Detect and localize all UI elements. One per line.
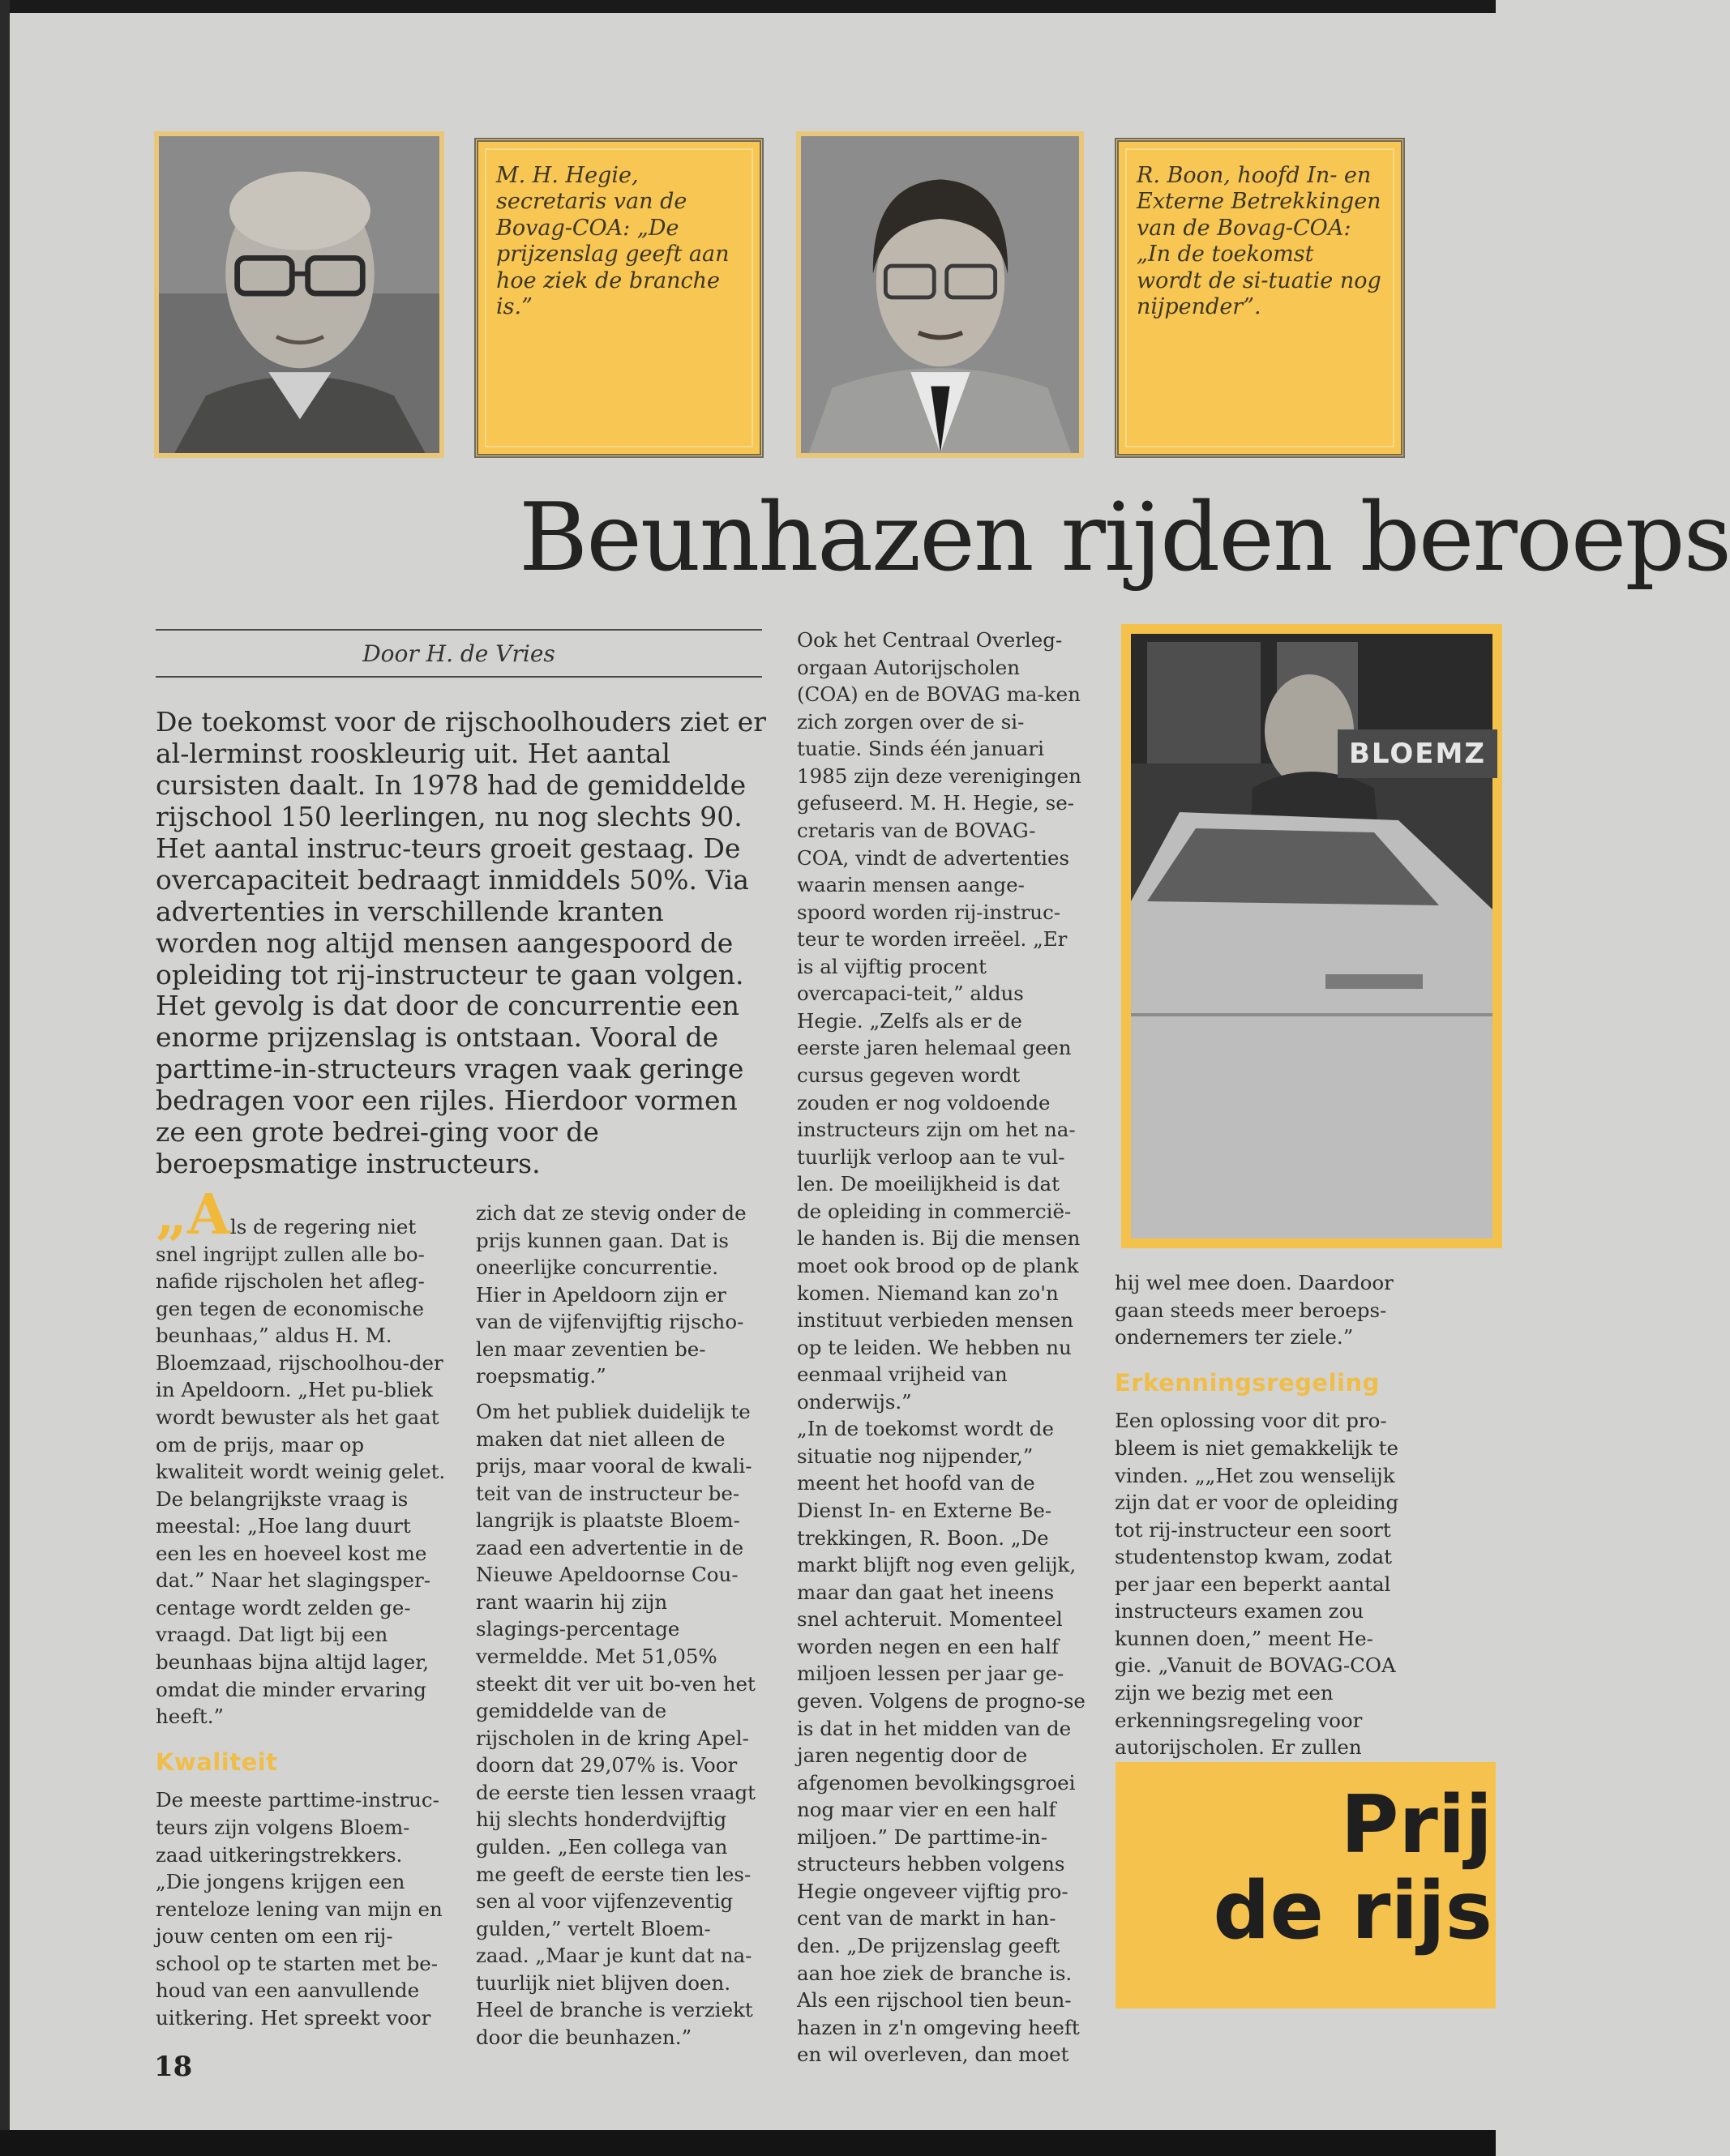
subhead-kwaliteit: Kwaliteit [156,1747,278,1776]
page-edge-left [0,0,10,2156]
col3-paragraph-1: Ook het Centraal Overleg-orgaan Autorijscholen (COA) en de BOVAG ma-ken zich zorgen over de si-tuatie. Sinds één januari 1985 zijn deze verenigingen gefuseerd. M. H. Hegie, se-cretaris van de BOVAG-COA, vindt de advertenties waarin mensen aange-spoord worden rij-instruc-teur te worden irreëel. „Er is al vijftig procent overcapaci-teit,” aldus Hegie. „Zelfs als er de eerste jaren helemaal geen cursus gegeven wordt zouden er nog voldoende instructeurs zijn om het na-tuurlijk verloop aan te vul-len. De moeilijkheid is dat de opleiding in commercië-le handen is. Bij die mensen moet ook brood op de plank komen. Niemand kan zo'n instituut verbieden mensen op te leiden. We hebben nu eenmaal vrijheid van onderwijs.” [797,628,1081,1414]
byline: Door H. de Vries [362,640,555,667]
dropcap: „A [156,1183,230,1247]
col2-paragraph-1: zich dat ze stevig onder de prijs kunnen gaan. Dat is oneerlijke concurrentie. Hier in Apeldoorn zijn er van de vijfenvijftig rijscho-len maar zeventien be-roepsmatig.” [476,1201,747,1388]
col2-paragraph-2: Om het publiek duidelijk te maken dat niet alleen de prijs, maar vooral de kwali-teit van de instructeur be-langrijk is plaatste Bloem-zaad een advertentie in de Nieuwe Apeldoornse Cou-rant waarin hij zijn slagings-percentage vermeldde. Met 51,05% steekt dit ver uit bo-ven het gemiddelde van de rijscholen in de kring Apel-doorn dat 29,07% is. Voor de eerste tien lessen vraagt hij slechts honderdvijftig gulden. „Een collega van me geeft de eerste tien les-sen al voor vijfenzeventig gulden,” vertelt Bloem-zaad. „Maar je kunt dat na-tuurlijk niet blijven doen. Heel de branche is verziekt door die beunhazen.” [476,1399,756,2049]
byline-top-rule [156,629,762,631]
next-headline-line-1: Prij [1340,1779,1492,1872]
article-column-2 [476,1200,756,2051]
article-column-1 [156,1183,447,2031]
col3-paragraph-2: „In de toekomst wordt de situatie nog nijpender,” meent het hoofd van de Dienst In- en Externe Be-trekkingen, R. Boon. „De markt blijft nog even gelijk, maar dan gaat het ineens snel achteruit. Momenteel worden negen en een half miljoen lessen per jaar ge-geven. Volgens de progno-se is dat in het midden van de jaren negentig door de afgenomen bevolkingsgroei nog maar vier en een half miljoen.” De parttime-in-structeurs hebben volgens Hegie ongeveer vijftig pro-cent van de markt in han-den. „De prijzenslag geeft aan hoe ziek de branche is. Als een rijschool tien beun-hazen in z'n omgeving heeft en wil overleven, dan moet [797,1417,1086,2067]
col4-paragraph-2: Een oplossing voor dit pro-bleem is niet gemakkelijk te vinden. „„Het zou wenselijk zijn dat er voor de opleiding tot rij-instructeur een soort studentenstop kwam, zodat per jaar een beperkt aantal instructeurs examen zou kunnen doen,” meent He-gie. „Vanuit de BOVAG-COA zijn we bezig met een erkenningsregeling voor autorijscholen. Er zullen [1115,1409,1399,1760]
col4-paragraph-1: hij wel mee doen. Daardoor gaan steeds meer beroeps-ondernemers ter ziele.” [1115,1271,1394,1350]
col1-paragraph-1: „Als de regering niet snel ingrijpt zullen alle bo-nafide rijscholen het afleg-gen tegen de economische beunhaas,” aldus H. M. Bloemzaad, rijschoolhou-der in Apeldoorn. „Het pu-bliek wordt bewuster als het gaat om de prijs, maar op kwaliteit wordt weinig gelet. De belangrijkste vraag is meestal: „Hoe lang duurt een les en hoeveel kost me dat.” Naar het slagingsper-centage wordt zelden ge-vraagd. Dat ligt bij een beunhaas bijna altijd lager, omdat die minder ervaring heeft.” [156,1183,446,1729]
page-edge-bottom [0,2130,1496,2156]
byline-bottom-rule [156,676,762,678]
intro-paragraph: De toekomst voor de rijschoolhouders ziet er al-lerminst rooskleurig uit. Het aantal cursisten daalt. In 1978 had de gemiddelde rijschool 150 leerlingen, nu nog slechts 90. Het aantal instruc-teurs groeit gestaag. De overcapaciteit bedraagt inmiddels 50%. Via advertenties in verschillende kranten worden nog altijd mensen aangespoord de opleiding tot rij-instructeur te gaan volgen. Het gevolg is dat door de concurrentie een enorme prijzenslag is ontstaan. Vooral de parttime-in-structeurs vragen vaak geringe bedragen voor een rijles. Hierdoor vormen ze een grote bedrei-ging voor de beroepsmatige instructeurs. [156,706,767,1180]
page-edge-top [0,0,1496,13]
article-column-3 [797,627,1086,2068]
page-number: 18 [154,2051,193,2083]
article-column-4 [1115,1269,1407,1761]
subhead-erkenningsregeling: Erkenningsregeling [1115,1368,1380,1397]
quote-text-boon: R. Boon, hoofd In- en Externe Betrekkingen van de Bovag-COA: „In de toekomst wordt de si-tuatie nog nijpender”. [1137,163,1381,319]
quote-text-hegie: M. H. Hegie, secretaris van de Bovag-COA: „De prijzenslag geeft aan hoe ziek de branche is.” [496,163,730,319]
col1-paragraph-2: De meeste parttime-instruc-teurs zijn volgens Bloem-zaad uitkeringstrekkers. „Die jongens krijgen een renteloze lening van mijn en jouw centen om een rij-school op te starten met be-houd van een aanvullende uitkering. Het spreekt voor [156,1788,443,2030]
portrait-hegie [154,131,444,458]
portrait-boon [796,131,1084,458]
quote-box-boon [1115,138,1405,458]
photo-instructor-car [1121,624,1502,1248]
photo-sign-text: BLOEMZ [1338,729,1497,778]
next-article-headline-box [1116,1762,1496,2008]
quote-box-hegie [474,138,764,458]
next-headline-line-2: de rijs [1213,1864,1492,1957]
article-headline: Beunhazen rijden beroeps [519,483,1730,592]
